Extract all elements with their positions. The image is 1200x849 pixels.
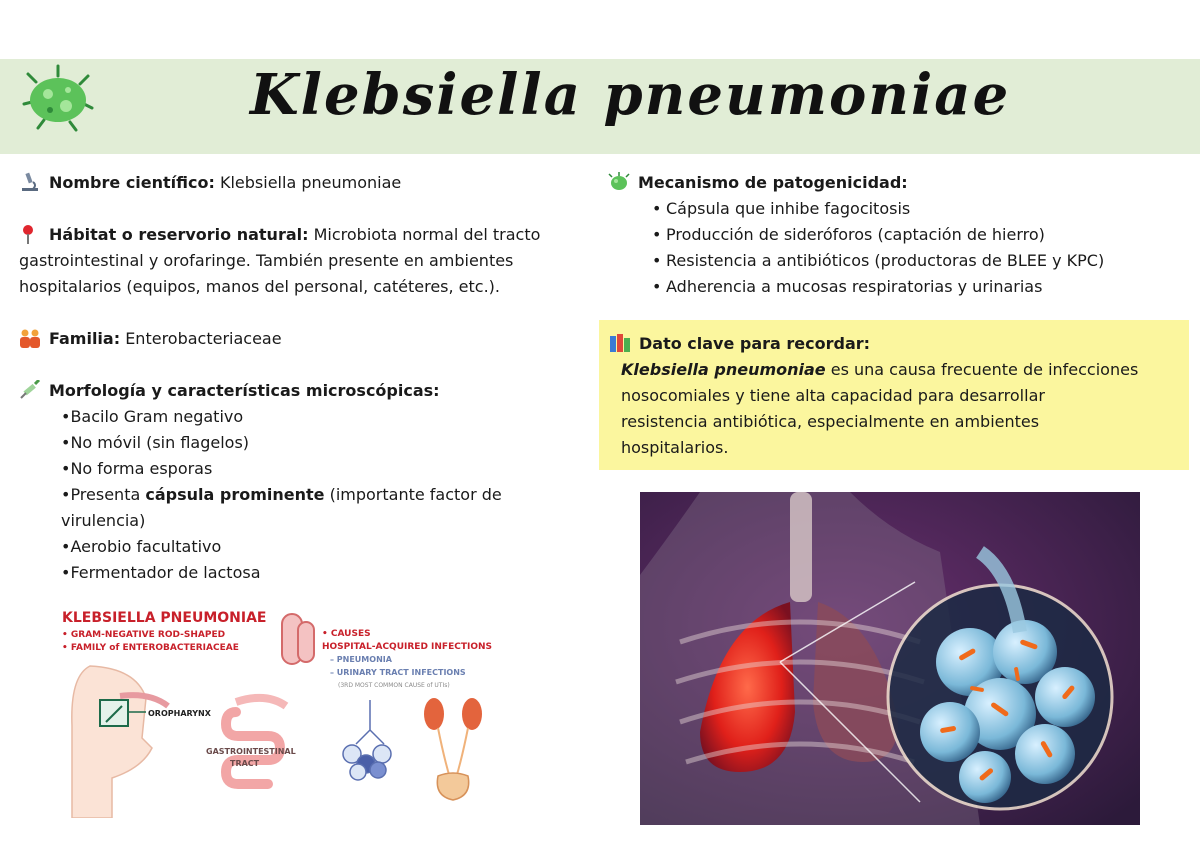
mecanismo-label: Mecanismo de patogenicidad: — [638, 173, 908, 192]
dato-line-1-text: es una causa frecuente de infecciones — [825, 360, 1139, 379]
familia-label: Familia: — [49, 329, 121, 348]
list-item: •Bacilo Gram negativo — [61, 407, 244, 426]
nombre-cientifico — [19, 170, 584, 196]
key-fact-box — [599, 320, 1189, 470]
list-item — [19, 482, 584, 508]
habitat-text-2: gastrointestinal y orofaringe. También presente en ambientes — [19, 251, 514, 270]
infographic-uti: – URINARY TRACT INFECTIONS — [330, 668, 466, 677]
left-column — [19, 170, 584, 586]
urinary-tract-drawing — [424, 698, 482, 800]
family-icon — [19, 328, 41, 348]
alveoli-drawing — [343, 700, 391, 780]
lungs-bacteria-illustration — [640, 492, 1140, 825]
list-item: • Cápsula que inhibe fagocitosis — [652, 199, 911, 218]
dato-heading — [609, 331, 1179, 357]
dato-label: Dato clave para recordar: — [639, 334, 871, 353]
syringe-icon — [19, 380, 41, 400]
nombre-value: Klebsiella pneumoniae — [214, 173, 402, 192]
bacteria-icon — [608, 172, 630, 192]
infographic-bullet-2: • FAMILY of ENTEROBACTERIACEAE — [62, 643, 239, 653]
dato-line-3: resistencia antibiótica, especialmente en ambientes — [621, 412, 1040, 431]
infographic-uti-note: (3RD MOST COMMON CAUSE of UTIs) — [338, 682, 450, 689]
nombre-label: Nombre científico: — [49, 173, 215, 192]
books-icon — [609, 333, 631, 353]
bacteria-icon — [22, 62, 94, 134]
list-item-text: Resistencia a antibióticos (productoras de BLEE y KPC) — [666, 251, 1105, 270]
list-item: •Fermentador de lactosa — [61, 563, 261, 582]
habitat-label: Hábitat o reservorio natural: — [49, 225, 309, 244]
list-item: •No forma esporas — [61, 459, 213, 478]
list-item: •No móvil (sin flagelos) — [61, 433, 250, 452]
list-item-text: Cápsula que inhibe fagocitosis — [666, 199, 911, 218]
klebsiella-infographic — [60, 604, 508, 818]
pin-icon — [19, 224, 41, 244]
dato-line-4: hospitalarios. — [621, 438, 729, 457]
mecanismo — [608, 170, 1188, 196]
list-item: • Resistencia a antibióticos (productoras de BLEE y KPC) — [652, 251, 1105, 270]
intestines-drawing — [226, 698, 286, 784]
list-item-text: Adherencia a mucosas respiratorias y urinarias — [666, 277, 1043, 296]
morfologia — [19, 378, 584, 404]
familia — [19, 326, 584, 352]
capsula-post: (importante factor de — [324, 485, 502, 504]
rod-bacteria-drawing — [282, 614, 314, 664]
infographic-hospital: HOSPITAL-ACQUIRED INFECTIONS — [322, 642, 492, 652]
infographic-pneumonia: – PNEUMONIA — [330, 655, 392, 664]
dato-line-1 — [609, 357, 1179, 383]
list-item-text: Producción de sideróforos (captación de hierro) — [666, 225, 1045, 244]
head-profile-drawing — [72, 666, 168, 818]
page-title: Klebsiella pneumoniae — [250, 62, 1011, 128]
capsula-cont: virulencia) — [61, 511, 146, 530]
dato-emphasis: Klebsiella pneumoniae — [621, 360, 826, 379]
infographic-title: KLEBSIELLA PNEUMONIAE — [62, 610, 267, 626]
infographic-gi-1: GASTROINTESTINAL — [206, 747, 296, 756]
infographic-oropharynx: OROPHARYNX — [148, 709, 211, 718]
list-item: •Aerobio facultativo — [61, 537, 222, 556]
habitat-text-1: Microbiota normal del tracto — [308, 225, 541, 244]
infographic-bullet-1: • GRAM-NEGATIVE ROD-SHAPED — [62, 630, 226, 640]
infographic-gi-2: TRACT — [230, 759, 260, 768]
list-item: • Adherencia a mucosas respiratorias y urinarias — [652, 277, 1043, 296]
infographic-causes: • CAUSES — [322, 629, 371, 639]
morfologia-label: Morfología y características microscópicas: — [49, 381, 440, 400]
right-column — [608, 170, 1188, 300]
habitat — [19, 222, 584, 248]
capsula-pre: •Presenta — [61, 485, 146, 504]
capsula-bold: cápsula prominente — [145, 485, 325, 504]
list-item: • Producción de sideróforos (captación de hierro) — [652, 225, 1045, 244]
microscope-icon — [19, 172, 41, 192]
habitat-text-3: hospitalarios (equipos, manos del personal, catéteres, etc.). — [19, 277, 500, 296]
familia-value: Enterobacteriaceae — [120, 329, 282, 348]
dato-line-2: nosocomiales y tiene alta capacidad para desarrollar — [621, 386, 1045, 405]
